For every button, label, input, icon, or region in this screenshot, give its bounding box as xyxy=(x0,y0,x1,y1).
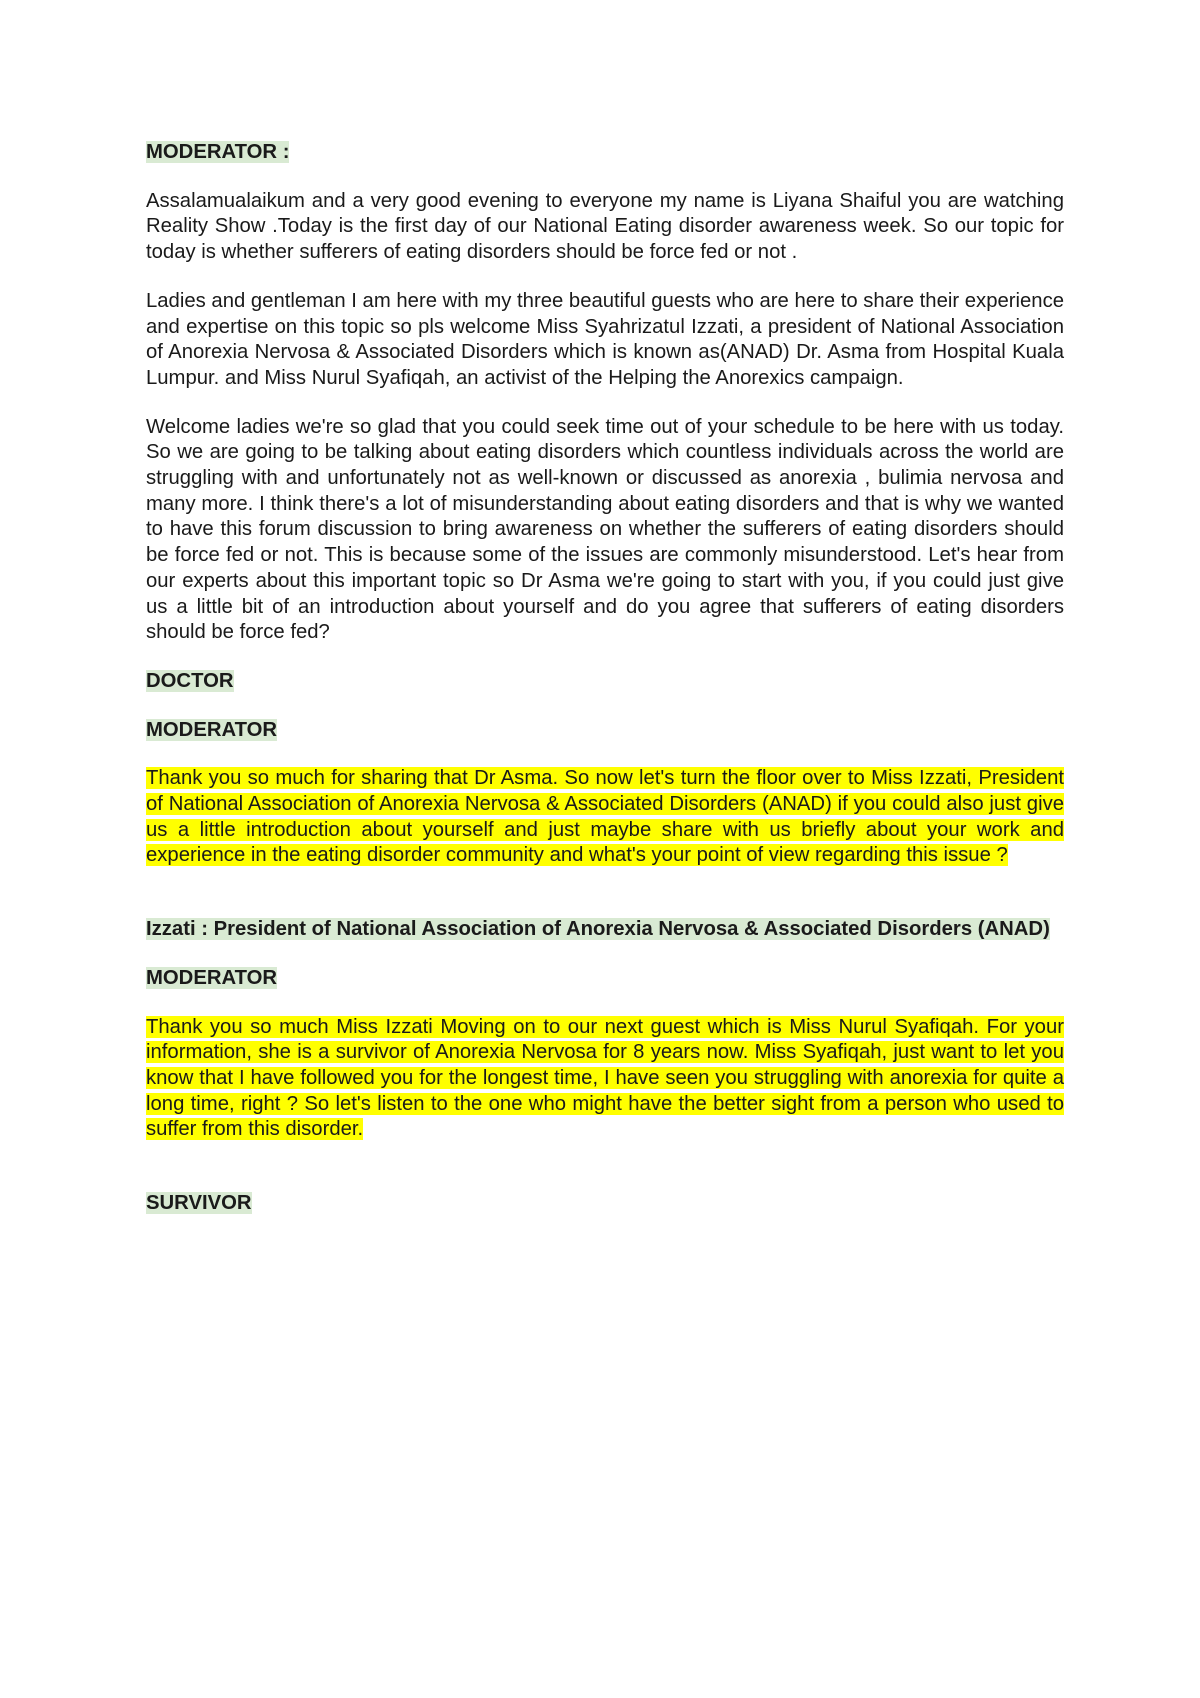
speaker-label-text: MODERATOR xyxy=(146,718,278,741)
speaker-label-text: DOCTOR xyxy=(146,669,234,692)
speaker-label-survivor xyxy=(146,1191,1064,1217)
welcome-paragraph: Welcome ladies we're so glad that you could seek time out of your schedule to be here with us today. So we are going to be talking about eating disorders which countless individuals across the world are struggling with and unfortunately not as well-known or discussed as anorexia , bulimia nervosa and many more. I think there's a lot of misunderstanding about eating disorders and that is why we wanted to have this forum discussion to bring awareness on whether the sufferers of eating disorders should be force fed or not. This is because some of the issues are commonly misunderstood. Let's hear from our experts about this important topic so Dr Asma we're going to start with you, if you could just give us a little bit of an introduction about yourself and do you agree that sufferers of eating disorders should be force fed? xyxy=(146,415,1064,644)
speaker-label-moderator xyxy=(146,966,1064,992)
speaker-label-moderator xyxy=(146,140,1064,166)
guests-introduction-paragraph: Ladies and gentleman I am here with my three beautiful guests who are here to share their experience and expertise on this topic so pls welcome Miss Syahrizatul Izzati, a president of National Association of Anorexia Nervosa & Associated Disorders which is known as(ANAD) Dr. Asma from Hospital Kuala Lumpur. and Miss Nurul Syafiqah, an activist of the Helping the Anorexics campaign. xyxy=(146,289,1064,389)
speaker-label-text: MODERATOR : xyxy=(146,141,290,163)
highlighted-moderator-question-syafiqah xyxy=(146,1015,1064,1144)
speaker-label-izzati xyxy=(146,917,1064,943)
speaker-label-text: MODERATOR xyxy=(146,966,278,989)
speaker-label-moderator xyxy=(146,718,1064,744)
highlighted-moderator-question-izzati xyxy=(146,766,1064,869)
moderator-intro-paragraph: Assalamualaikum and a very good evening to everyone my name is Liyana Shaiful you are watching Reality Show .Today is the first day of our National Eating disorder awareness week. So our topic for today is whether sufferers of eating disorders should be force fed or not . xyxy=(146,189,1064,264)
speaker-label-text: Izzati : President of National Association of Anorexia Nervosa & Associated Disorders (ANAD) xyxy=(146,918,1050,941)
highlighted-text: Thank you so much Miss Izzati Moving on to our next guest which is Miss Nurul Syafiqah. For your information, she is a survivor of Anorexia Nervosa for 8 years now. Miss Syafiqah, just want to let you know that I have followed you for the longest time, I have seen you struggling with anorexia for quite a long time, right ? So let's listen to the one who might have the better sight from a person who used to suffer from this disorder. xyxy=(146,1015,1064,1141)
speaker-label-doctor xyxy=(146,669,1064,695)
speaker-label-text: SURVIVOR xyxy=(146,1192,252,1215)
document-page xyxy=(146,140,1064,1240)
highlighted-text: Thank you so much for sharing that Dr Asma. So now let's turn the floor over to Miss Izzati, President of National Association of Anorexia Nervosa & Associated Disorders (ANAD) if you could also just give us a little introduction about yourself and just maybe share with us briefly about your work and experience in the eating disorder community and what's your point of view regarding this issue ? xyxy=(146,767,1064,867)
